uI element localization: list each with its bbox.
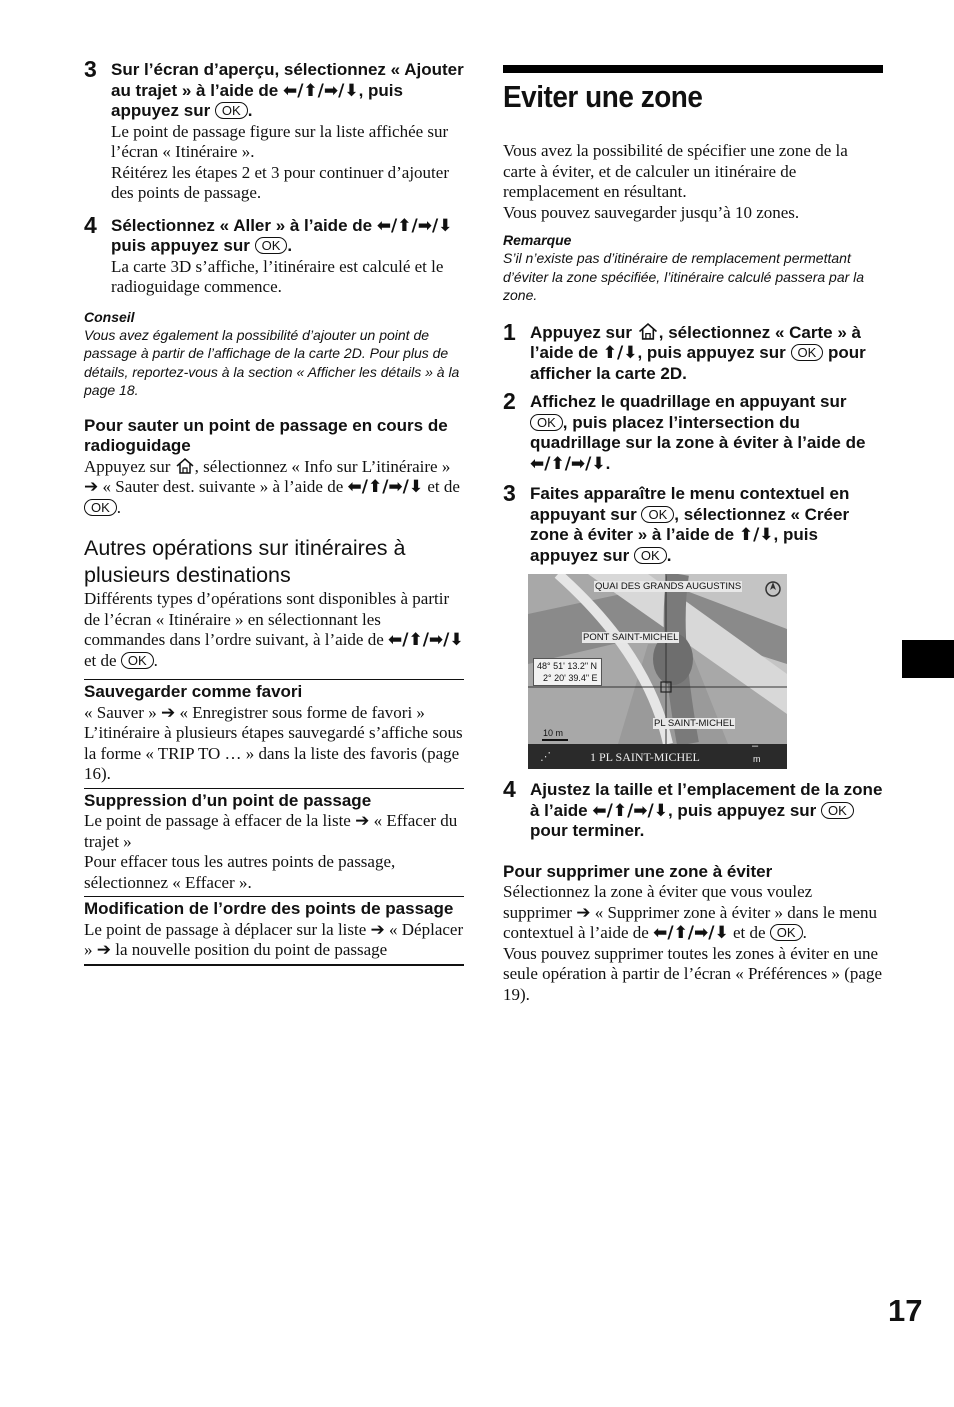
skip-waypoint-section	[84, 416, 464, 519]
map-screenshot	[528, 574, 787, 769]
operations-table	[84, 679, 464, 966]
ok-button-icon: OK	[821, 802, 854, 819]
row-line: « Sauver » ➔ « Enregistrer sous forme de favori »	[84, 702, 425, 722]
step-number: 2	[503, 388, 516, 414]
arrow-keys-icon: ⬅/⬆/➡/⬇	[530, 453, 606, 474]
step-body: Le point de passage figure sur la liste affichée sur l’écran « Itinéraire ».	[111, 121, 449, 161]
table-row	[84, 788, 464, 897]
row-heading: Suppression d’un point de passage	[84, 790, 372, 810]
right-column	[503, 65, 883, 566]
tip-text: Vous avez également la possibilité d’ajouter un point de passage à partir de l’affichage de la carte 2D. Pour plus de détails, reportez-vous à la section « Afficher les détails » à la page 18.	[84, 326, 460, 398]
step-4-left	[84, 211, 464, 298]
map-coordinates: 48° 51' 13.2" N 2° 20' 39.4" E	[533, 658, 602, 686]
row-heading: Sauvegarder comme favori	[84, 682, 303, 701]
step-3-right	[503, 480, 883, 566]
arrow-keys-icon: ⬅/⬆/➡/⬇	[653, 923, 729, 943]
step-title: Sur l’écran d’aperçu, sélectionnez « Ajouter au trajet » à l’aide de ⬅/⬆/➡/⬇, puis appuyez sur OK .	[111, 60, 464, 120]
ok-button-icon: OK	[84, 499, 117, 516]
step-3-left	[84, 56, 464, 204]
section-text: Différents types d’opérations sont disponibles à partir de l’écran « Itinéraire » en sélectionnant les commandes dans l’ordre suivant, à l’aide de ⬅/⬆/➡/⬇ et de OK .	[84, 589, 464, 670]
right-arrow-icon: ➔	[84, 477, 99, 497]
other-operations-section	[84, 535, 464, 671]
step-title: Sélectionnez « Aller » à l’aide de ⬅/⬆/➡/⬇ puis appuyez sur OK .	[111, 215, 453, 255]
tip-note	[84, 308, 464, 400]
intro-text: Vous avez la possibilité de spécifier une zone de la carte à éviter, et de calculer un itinéraire de remplacement en résultant.	[503, 141, 848, 201]
table-row	[84, 679, 464, 788]
arrow-keys-icon: ⬅/⬆/➡/⬇	[347, 477, 424, 497]
remark-label: Remarque	[503, 232, 572, 248]
ok-button-icon: OK	[255, 237, 288, 254]
step-title: Affichez le quadrillage en appuyant sur OK , puis placez l’intersection du quadrillage sur la zone à éviter à l’aide de ⬅/⬆/➡/⬇.	[530, 392, 866, 474]
delete-text: Vous pouvez supprimer toutes les zones à éviter en une seule opération à partir de l’écran « Préférences » (page 19).	[503, 943, 882, 1004]
ok-button-icon: OK	[215, 102, 248, 119]
arrow-keys-icon: ⬅/⬆/➡/⬇	[592, 800, 668, 821]
map-label-top: QUAI DES GRANDS AUGUSTINS	[595, 581, 742, 592]
chapter-tab	[902, 640, 954, 678]
step-number: 3	[503, 480, 516, 506]
arrow-keys-icon: ⬆/⬇	[602, 343, 638, 363]
page-title: Eviter une zone	[503, 79, 703, 114]
ok-button-icon: OK	[641, 506, 674, 523]
tip-label: Conseil	[84, 308, 135, 325]
arrow-keys-icon: ⬅/⬆/➡/⬇	[282, 80, 359, 101]
step-number: 4	[503, 776, 516, 802]
step-1-right	[503, 318, 883, 385]
ok-button-icon: OK	[770, 924, 803, 941]
step-body: Réitérez les étapes 2 et 3 pour continuer d’ajouter des points de passage.	[111, 162, 449, 202]
step-4-right	[503, 776, 883, 842]
step-title: Ajustez la taille et l’emplacement de la zone à l’aide ⬅/⬆/➡/⬇, puis appuyez sur OK pour terminer.	[530, 780, 883, 840]
table-row	[84, 896, 464, 966]
row-line: Le point de passage à déplacer sur la liste ➔ « Déplacer » ➔ la nouvelle position du point de passage	[84, 919, 464, 959]
map-distance-value: –	[752, 740, 759, 752]
left-column	[84, 56, 464, 966]
step-number: 3	[84, 56, 97, 82]
ok-button-icon: OK	[634, 547, 667, 564]
remark-note	[503, 231, 883, 305]
map-label-bottom: PL SAINT-MICHEL	[654, 718, 735, 729]
map-distance-unit: m	[753, 754, 761, 764]
row-heading: Modification de l’ordre des points de passage	[84, 899, 454, 918]
delete-heading: Pour supprimer une zone à éviter	[503, 861, 773, 881]
map-scale: 10 m	[543, 728, 564, 738]
remark-text: S’il n’existe pas d’itinéraire de remplacement permettant d’éviter la zone spécifiée, l’itinéraire calculé passera par la zone.	[503, 250, 865, 303]
step-title: Appuyez sur , sélectionnez « Carte » à l’aide de ⬆/⬇, puis appuyez sur OK pour afficher la carte 2D.	[530, 322, 866, 383]
step-title: Faites apparaître le menu contextuel en appuyant sur OK , sélectionnez « Créer zone à éviter » à l’aide de ⬆/⬇, puis appuyez sur OK .	[530, 484, 850, 565]
right-column-lower	[503, 776, 883, 1005]
ok-button-icon: OK	[530, 414, 563, 431]
skip-text: Appuyez sur , sélectionnez « Info sur L’itinéraire » ➔ « Sauter dest. suivante » à l’aide de ⬅/⬆/➡/⬇ et de OK .	[84, 456, 460, 517]
skip-heading: Pour sauter un point de passage en cours de radioguidage	[84, 415, 448, 455]
row-line: L’itinéraire à plusieurs étapes sauvegardé s’affiche sous la forme « TRIP TO … » dans la liste des favoris (page 16).	[84, 723, 463, 783]
page-number: 17	[888, 1293, 923, 1328]
step-body: La carte 3D s’affiche, l’itinéraire est calculé et le radioguidage commence.	[111, 256, 444, 296]
right-arrow-icon: ➔	[576, 902, 591, 923]
step-number: 1	[503, 318, 516, 345]
delete-text: Sélectionnez la zone à éviter que vous voulez supprimer ➔ « Supprimer zone à éviter » dans le menu contextuel à l’aide de ⬅/⬆/➡/⬇ et de OK .	[503, 882, 877, 943]
ok-button-icon: OK	[121, 652, 154, 669]
signal-icon: ⋰	[540, 750, 551, 763]
ok-button-icon: OK	[791, 344, 824, 361]
row-line: Le point de passage à effacer de la liste ➔ « Effacer du trajet »	[84, 811, 458, 851]
title-rule	[503, 65, 883, 73]
delete-zone-section	[503, 862, 883, 1006]
arrow-keys-icon: ⬆/⬇	[738, 525, 774, 545]
home-icon	[175, 458, 195, 474]
section-heading: Autres opérations sur itinéraires à plusieurs destinations	[84, 536, 406, 587]
arrow-keys-icon: ⬅/⬆/➡/⬇	[376, 215, 453, 236]
step-2-right	[503, 388, 883, 474]
map-street-name: 1 PL SAINT-MICHEL	[590, 750, 700, 764]
row-line: Pour effacer tous les autres points de passage, sélectionnez « Effacer ».	[84, 852, 396, 892]
intro-text: Vous pouvez sauvegarder jusqu’à 10 zones.	[503, 202, 800, 222]
map-label-mid: PONT SAINT-MICHEL	[583, 632, 679, 643]
arrow-keys-icon: ⬅/⬆/➡/⬇	[388, 630, 464, 650]
home-icon	[637, 323, 659, 340]
step-number: 4	[84, 211, 97, 238]
